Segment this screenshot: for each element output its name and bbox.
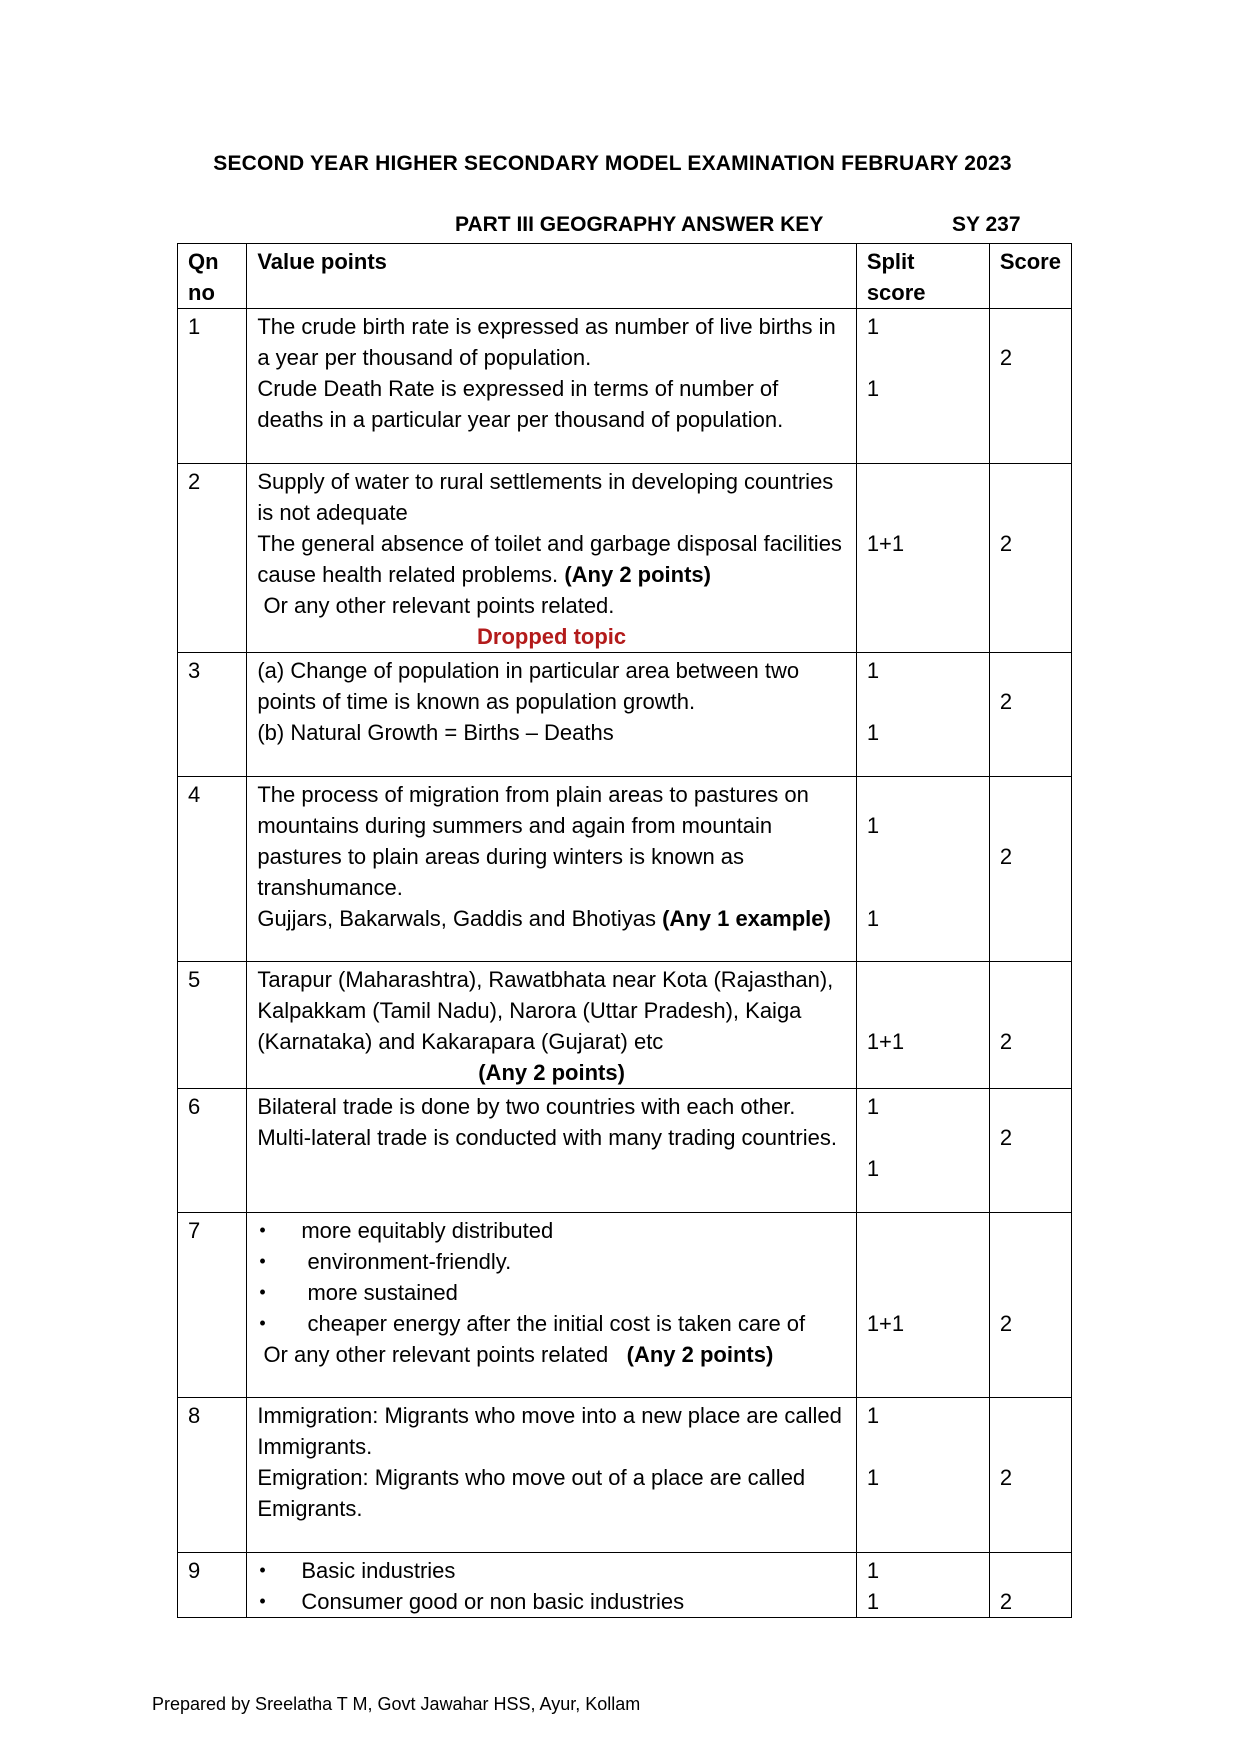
value-point bbox=[257, 528, 845, 590]
score: 2 bbox=[999, 844, 1013, 869]
bullet-list bbox=[257, 1215, 845, 1339]
value-point: The process of migration from plain areas to pastures on mountains during summers and again from mountain pastures to plain areas during winters is known as transhumance. bbox=[257, 782, 809, 900]
bullet-item: • Consumer good or non basic industries bbox=[257, 1586, 845, 1617]
qn-number: 6 bbox=[178, 1089, 247, 1213]
value-point: Emigration: Migrants who move out of a place are called Emigrants. bbox=[257, 1465, 806, 1521]
split-score: 1 bbox=[866, 906, 880, 931]
qn-number: 2 bbox=[178, 464, 247, 653]
value-points-cell bbox=[247, 464, 856, 653]
bullet-item: • environment-friendly. bbox=[257, 1246, 845, 1277]
footer-credit: Prepared by Sreelatha T M, Govt Jawahar HSS, Ayur, Kollam bbox=[152, 1694, 641, 1714]
value-points-cell bbox=[247, 309, 856, 464]
value-points-cell bbox=[247, 1213, 856, 1398]
table-header-row bbox=[178, 244, 1072, 309]
value-point: Tarapur (Maharashtra), Rawatbhata near Kota (Rajasthan), Kalpakkam (Tamil Nadu), Narora (Uttar Pradesh), Kaiga (Karnataka) and Kakarapara (Gujarat) etc bbox=[257, 967, 834, 1054]
split-score-cell bbox=[856, 962, 989, 1089]
dropped-topic-note: Dropped topic bbox=[477, 624, 627, 649]
paper-code: SY 237 bbox=[952, 213, 1021, 236]
header-split-score: Split score bbox=[856, 244, 989, 309]
score-cell bbox=[989, 777, 1071, 962]
value-points-cell bbox=[247, 962, 856, 1089]
any-example-tag: (Any 1 example) bbox=[662, 906, 831, 931]
split-score: 1 bbox=[866, 1094, 880, 1119]
any-points-tag: (Any 2 points) bbox=[626, 1342, 774, 1367]
split-score-cell bbox=[856, 777, 989, 962]
score-cell bbox=[989, 309, 1071, 464]
split-score: 1+1 bbox=[866, 1029, 905, 1054]
split-score-cell bbox=[856, 1213, 989, 1398]
bullet-item: • cheaper energy after the initial cost is taken care of bbox=[257, 1308, 845, 1339]
table-row bbox=[178, 309, 1072, 464]
value-point: (b) Natural Growth = Births – Deaths bbox=[257, 720, 614, 745]
any-points-tag: (Any 2 points) bbox=[478, 1060, 625, 1085]
table-row bbox=[178, 1213, 1072, 1398]
split-score: 1+1 bbox=[866, 1311, 905, 1336]
score-cell bbox=[989, 1213, 1071, 1398]
value-points-cell bbox=[247, 1089, 856, 1213]
split-score: 1 bbox=[866, 720, 880, 745]
qn-number: 5 bbox=[178, 962, 247, 1089]
split-score-cell bbox=[856, 1089, 989, 1213]
qn-number: 7 bbox=[178, 1213, 247, 1398]
any-points-tag: (Any 2 points) bbox=[564, 562, 711, 587]
value-points-cell bbox=[247, 777, 856, 962]
split-score: 1 bbox=[866, 1465, 880, 1490]
value-point: Supply of water to rural settlements in developing countries is not adequate bbox=[257, 469, 834, 525]
answer-key-table bbox=[177, 243, 1072, 1618]
value-point: Or any other relevant points related. bbox=[257, 593, 615, 618]
score-cell bbox=[989, 464, 1071, 653]
value-points-cell bbox=[247, 1398, 856, 1553]
value-point bbox=[257, 1339, 845, 1370]
table-row bbox=[178, 777, 1072, 962]
value-point bbox=[257, 903, 845, 934]
header-score: Score bbox=[989, 244, 1071, 309]
table-row bbox=[178, 464, 1072, 653]
split-score: 1 bbox=[866, 1558, 880, 1583]
header-value-points: Value points bbox=[247, 244, 856, 309]
split-score: 1 bbox=[866, 658, 880, 683]
score-cell bbox=[989, 1398, 1071, 1553]
score-cell bbox=[989, 1553, 1071, 1618]
bullet-item: • Basic industries bbox=[257, 1555, 845, 1586]
split-score: 1 bbox=[866, 1156, 880, 1181]
answer-key-title: PART III GEOGRAPHY ANSWER KEY bbox=[455, 213, 824, 236]
score: 2 bbox=[999, 1029, 1013, 1054]
split-score: 1 bbox=[866, 1589, 880, 1614]
score-cell bbox=[989, 962, 1071, 1089]
value-point: Multi-lateral trade is conducted with many trading countries. bbox=[257, 1125, 837, 1150]
score-cell bbox=[989, 653, 1071, 777]
table-row bbox=[178, 653, 1072, 777]
score-cell bbox=[989, 1089, 1071, 1213]
qn-number: 3 bbox=[178, 653, 247, 777]
value-point-text: The general absence of toilet and garbage disposal facilities cause health related problems. bbox=[257, 531, 842, 587]
value-point: Crude Death Rate is expressed in terms of number of deaths in a particular year per thousand of population. bbox=[257, 376, 784, 432]
value-point: Immigration: Migrants who move into a new place are called Immigrants. bbox=[257, 1403, 842, 1459]
qn-number: 8 bbox=[178, 1398, 247, 1553]
score: 2 bbox=[999, 689, 1013, 714]
table-row bbox=[178, 1089, 1072, 1213]
split-score-cell bbox=[856, 1553, 989, 1618]
value-point: The crude birth rate is expressed as number of live births in a year per thousand of population. bbox=[257, 314, 836, 370]
value-point: Bilateral trade is done by two countries with each other. bbox=[257, 1094, 796, 1119]
split-score: 1 bbox=[866, 376, 880, 401]
split-score: 1+1 bbox=[866, 531, 905, 556]
qn-number: 1 bbox=[178, 309, 247, 464]
score: 2 bbox=[999, 1125, 1013, 1150]
score: 2 bbox=[999, 1465, 1013, 1490]
split-score: 1 bbox=[866, 1403, 880, 1428]
table-row bbox=[178, 1553, 1072, 1618]
split-score-cell bbox=[856, 1398, 989, 1553]
value-point-text: Or any other relevant points related bbox=[257, 1342, 627, 1367]
exam-title: SECOND YEAR HIGHER SECONDARY MODEL EXAMINATION FEBRUARY 2023 bbox=[213, 152, 1012, 175]
split-score-cell bbox=[856, 464, 989, 653]
header-qn-no: Qn no bbox=[178, 244, 247, 309]
split-score-cell bbox=[856, 309, 989, 464]
split-score: 1 bbox=[866, 813, 880, 838]
table-row bbox=[178, 1398, 1072, 1553]
score: 2 bbox=[999, 345, 1013, 370]
qn-number: 9 bbox=[178, 1553, 247, 1618]
value-points-cell bbox=[247, 1553, 856, 1618]
table-row bbox=[178, 962, 1072, 1089]
bullet-item: • more equitably distributed bbox=[257, 1215, 845, 1246]
value-point-text: Gujjars, Bakarwals, Gaddis and Bhotiyas bbox=[257, 906, 656, 931]
score: 2 bbox=[999, 1589, 1013, 1614]
value-point: (a) Change of population in particular area between two points of time is known as population growth. bbox=[257, 658, 800, 714]
value-points-cell bbox=[247, 653, 856, 777]
bullet-list bbox=[257, 1555, 845, 1617]
score: 2 bbox=[999, 1311, 1013, 1336]
split-score: 1 bbox=[866, 314, 880, 339]
bullet-item: • more sustained bbox=[257, 1277, 845, 1308]
score: 2 bbox=[999, 531, 1013, 556]
qn-number: 4 bbox=[178, 777, 247, 962]
split-score-cell bbox=[856, 653, 989, 777]
